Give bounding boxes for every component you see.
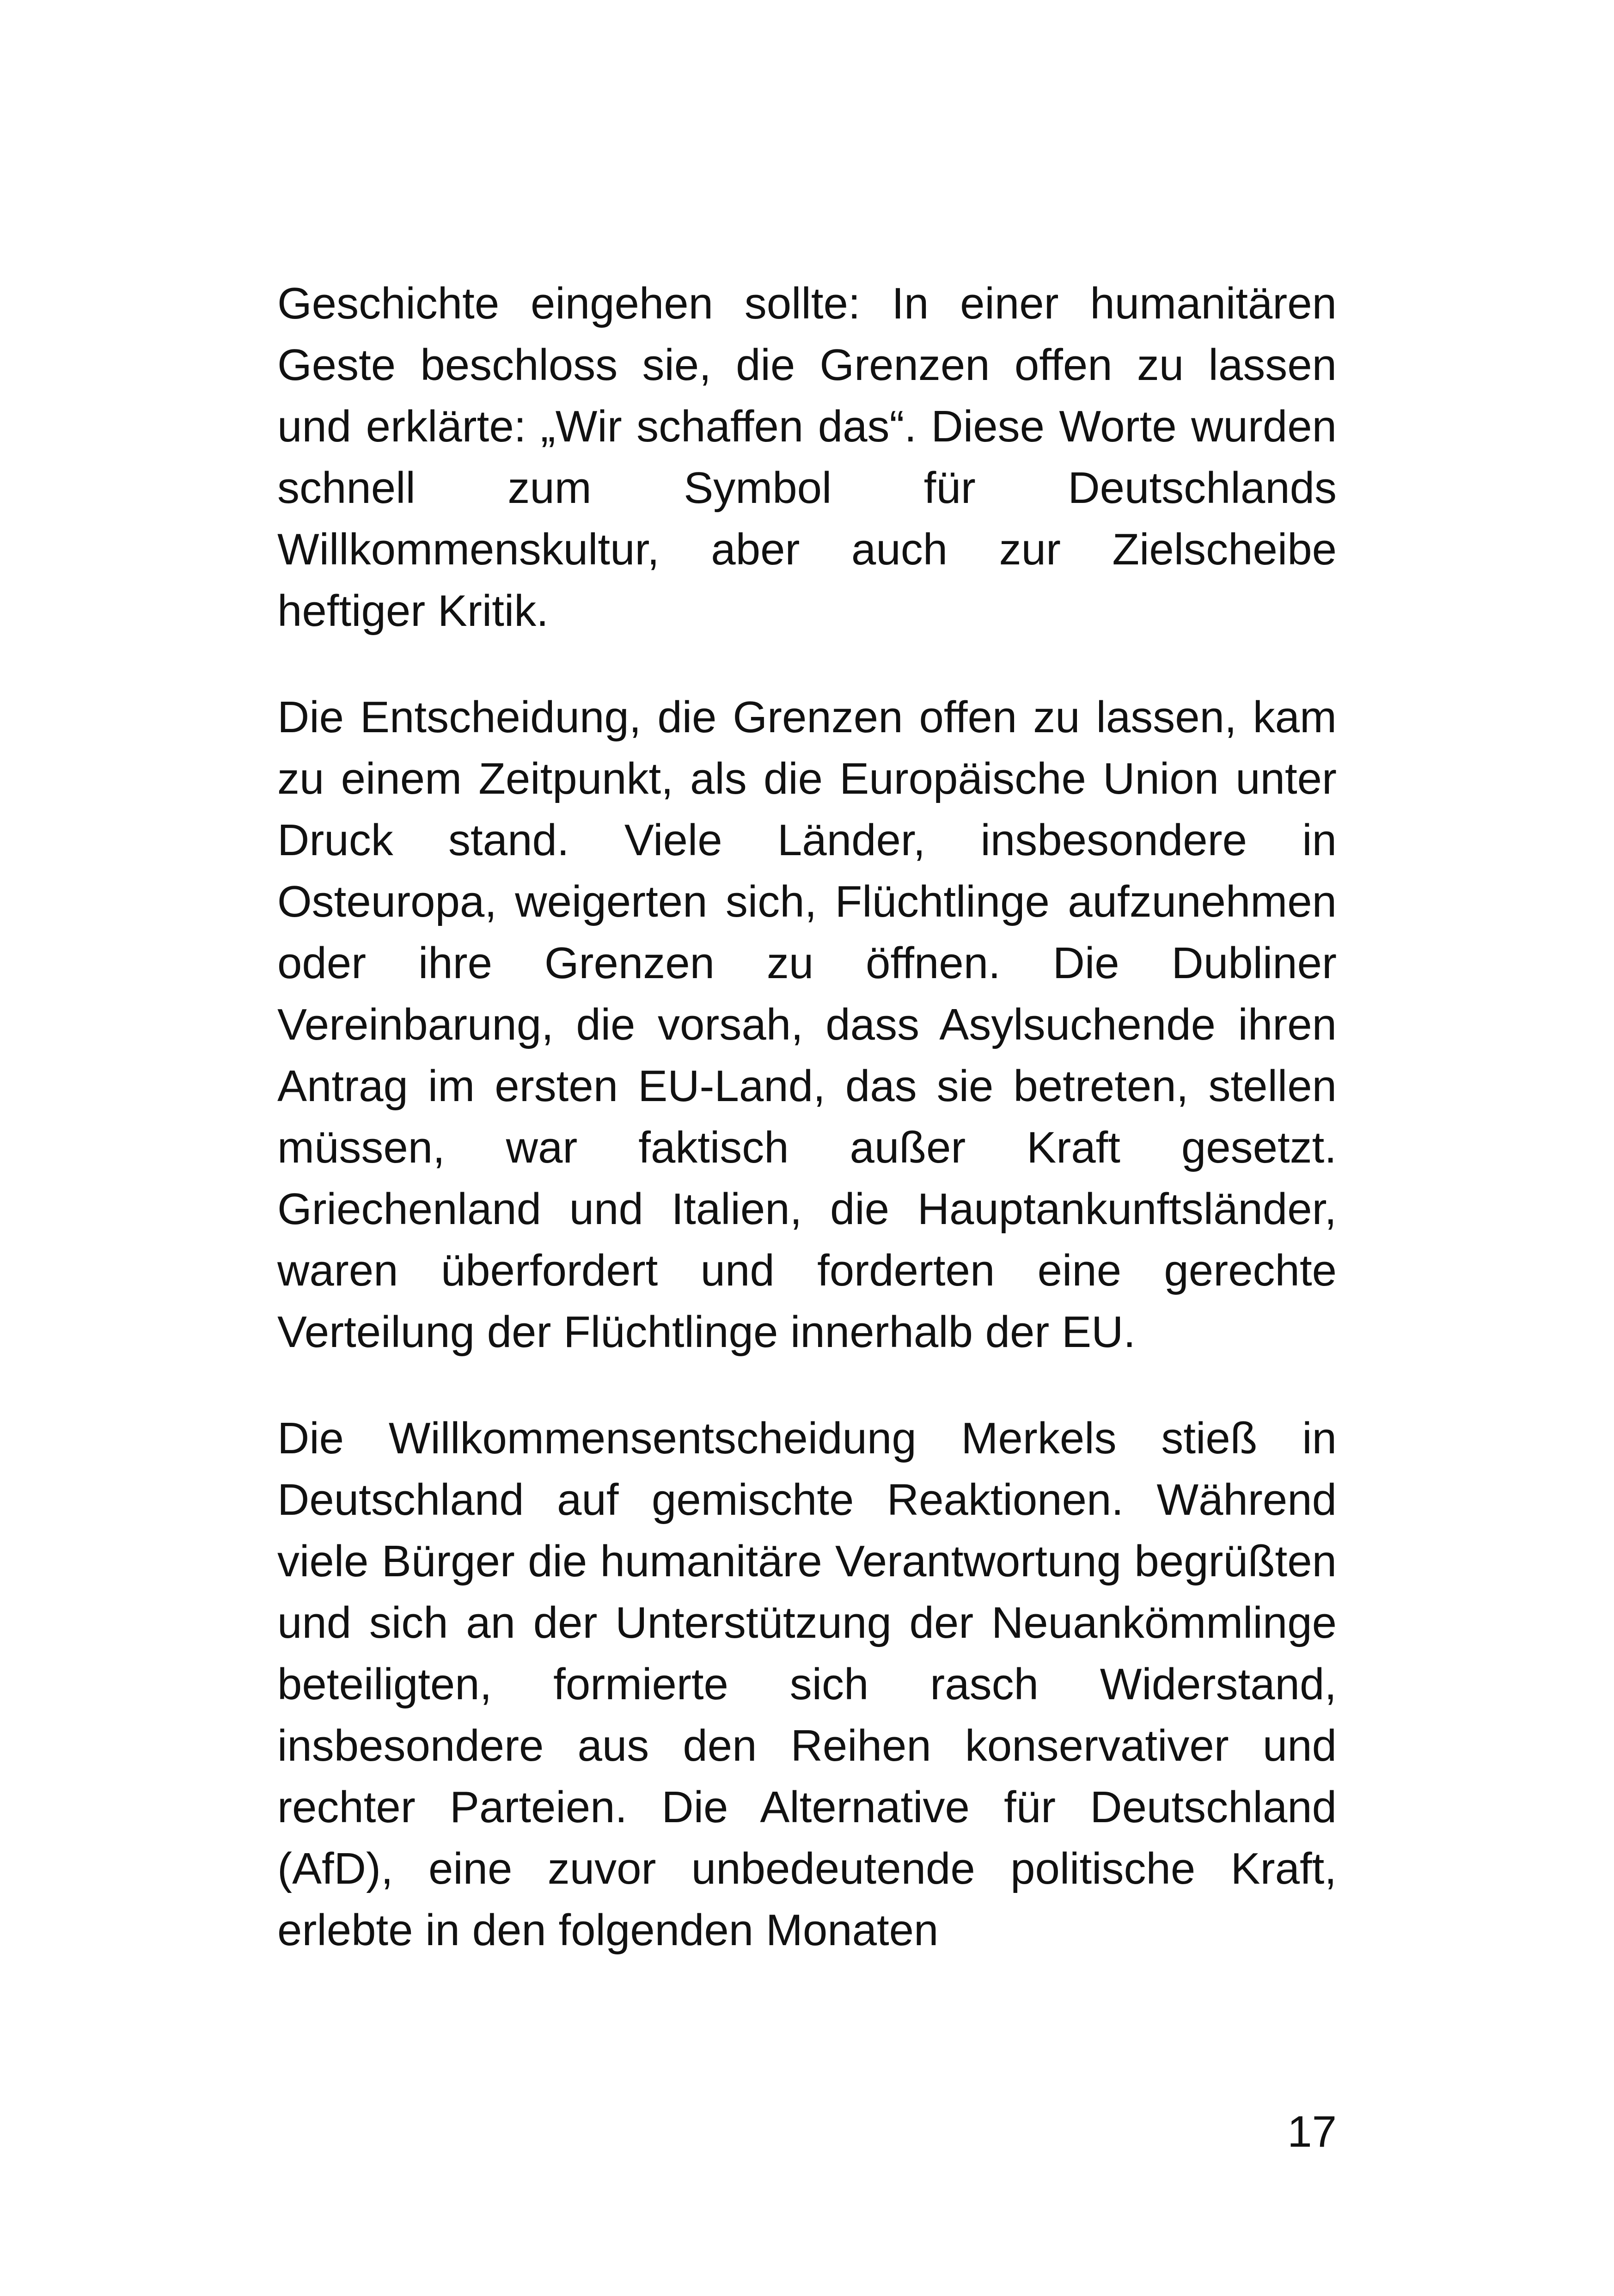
paragraph-1: Geschichte eingehen sollte: In einer humanitären Geste beschloss sie, die Grenzen offen zu lassen und erklärte: „Wir schaffen das“. Diese Worte wurden schnell zum Symbol für Deutschlands Willkommenskultur, aber auch zur Zielscheibe heftiger Kritik. bbox=[277, 279, 1337, 636]
page-number: 17 bbox=[1287, 2107, 1337, 2156]
body-text bbox=[277, 273, 1337, 1961]
paragraph-3: Die Willkommensentscheidung Merkels stieß in Deutschland auf gemischte Reaktionen. Während viele Bürger die humanitäre Verantwortung begrüßten und sich an der Unterstützung der Neuankömmlinge beteiligten, formierte sich rasch Widerstand, insbesondere aus den Reihen konservativer und rechter Parteien. Die Alternative für Deutschland (AfD), eine zuvor unbedeutende politische Kraft, erlebte in den folgenden Monaten bbox=[277, 1414, 1337, 1955]
paragraph-2: Die Entscheidung, die Grenzen offen zu lassen, kam zu einem Zeitpunkt, als die Europäische Union unter Druck stand. Viele Länder, insbesondere in Osteuropa, weigerten sich, Flüchtlinge aufzunehmen oder ihre Grenzen zu öffnen. Die Dubliner Vereinbarung, die vorsah, dass Asylsuchende ihren Antrag im ersten EU-Land, das sie betreten, stellen müssen, war faktisch außer Kraft gesetzt. Griechenland und Italien, die Hauptankunftsländer, waren überfordert und forderten eine gerechte Verteilung der Flüchtlinge innerhalb der EU. bbox=[277, 692, 1337, 1357]
